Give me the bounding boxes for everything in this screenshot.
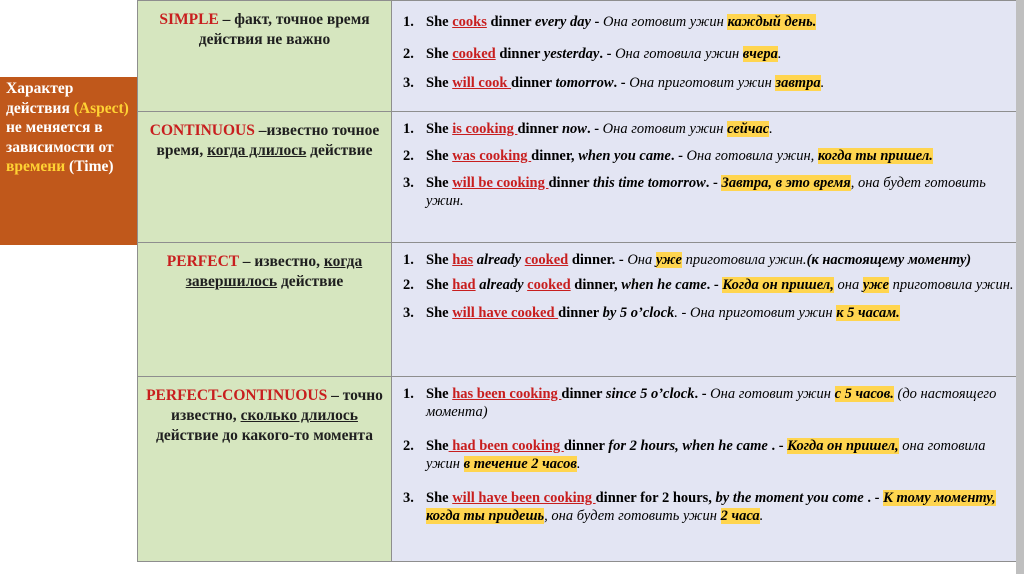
example-number: 3.	[403, 490, 414, 506]
time-marker: уже	[862, 277, 889, 293]
example-item	[392, 276, 1023, 294]
example-text: (до настоящего момента)	[426, 386, 997, 420]
example-text: . -	[599, 46, 616, 62]
aspect-line-3: не меняется в зависимости от	[6, 119, 114, 156]
example-text: dinner	[561, 386, 606, 402]
example-list	[392, 251, 1023, 322]
slide-edge	[1016, 0, 1024, 574]
examples-cell	[392, 377, 1024, 562]
example-text: She	[426, 175, 453, 191]
example-text: dinner	[548, 175, 593, 191]
table-row	[138, 1, 1024, 112]
example-text: Она готовила ужин,	[686, 148, 818, 164]
time-marker: Когда он пришел,	[722, 277, 834, 293]
category-desc: – точно известно,	[171, 387, 383, 424]
verb-form: has been cooking	[452, 386, 562, 402]
aspect-table	[137, 0, 1024, 562]
aspect-line-4: (Time)	[69, 158, 114, 175]
verb-form: cooked	[524, 252, 569, 268]
example-text: (к настоящему моменту)	[806, 252, 972, 268]
example-item	[392, 489, 1023, 525]
example-text: She	[426, 277, 453, 293]
example-text: dinner. -	[568, 252, 628, 268]
aspect-time-word: времени	[6, 158, 66, 175]
example-text: Она готовит ужин	[602, 121, 728, 137]
example-number: 1.	[403, 14, 414, 30]
example-text: She	[426, 75, 453, 91]
example-text: dinner	[517, 121, 562, 137]
example-item	[392, 437, 1023, 473]
time-marker: сейчас	[727, 121, 770, 137]
example-text: yesterday	[543, 46, 600, 62]
example-number: 2.	[403, 148, 414, 164]
example-text: for 2 hours, when he came	[608, 438, 768, 454]
example-item	[392, 147, 1023, 165]
example-text: Она готовит ужин	[710, 386, 835, 402]
verb-form: will be cooking	[452, 175, 549, 191]
example-text: when he came	[621, 277, 707, 293]
verb-form: cooked	[452, 46, 496, 62]
example-text: dinner	[511, 75, 556, 91]
verb-form: cooked	[527, 277, 571, 293]
time-marker: когда ты пришел.	[817, 148, 933, 164]
example-item	[392, 45, 1023, 63]
category-desc-tail: действие до какого-то момента	[156, 427, 373, 444]
verb-form: will cook	[452, 75, 512, 91]
time-marker: к 5 часам.	[836, 305, 900, 321]
time-marker: в течение 2 часов	[463, 456, 577, 472]
example-text: .	[759, 508, 764, 524]
example-number: 3.	[403, 305, 414, 321]
example-text: dinner,	[531, 148, 579, 164]
example-text: dinner for 2 hours,	[595, 490, 716, 506]
example-text: . -	[694, 386, 711, 402]
example-item	[392, 251, 1023, 269]
table-row	[138, 243, 1024, 377]
example-text: dinner	[495, 46, 544, 62]
example-text: this time tomorrow	[592, 175, 706, 191]
example-text: dinner	[563, 438, 609, 454]
example-number: 1.	[403, 386, 414, 402]
example-text: . -	[863, 490, 884, 506]
example-text: , она будет готовить ужин.	[426, 175, 986, 209]
examples-cell	[392, 243, 1024, 377]
category-desc: –известно точное время,	[156, 122, 380, 159]
example-text: by 5 o’clock	[602, 305, 675, 321]
aspect-line-1: Характер действия	[6, 80, 74, 117]
table-row	[138, 377, 1024, 562]
example-item	[392, 304, 1023, 322]
example-item	[392, 120, 1023, 138]
category-cell	[138, 377, 392, 562]
example-number: 2.	[403, 277, 414, 293]
example-text: . -	[613, 75, 630, 91]
time-marker: Когда он пришел,	[787, 438, 899, 454]
example-list	[392, 120, 1023, 210]
example-text: She	[426, 148, 453, 164]
example-text: Она готовила ужин	[615, 46, 743, 62]
aspect-line-2: (Aspect)	[73, 99, 129, 117]
category-desc-tail: действие	[277, 273, 344, 290]
aspect-label	[0, 77, 137, 245]
example-text: dinner,	[570, 277, 622, 293]
example-list	[392, 385, 1023, 525]
example-number: 1.	[403, 252, 414, 268]
time-marker: 2 часа	[720, 508, 760, 524]
verb-form: is cooking	[452, 121, 518, 137]
verb-form: had	[452, 277, 476, 293]
time-marker: с 5 часов.	[834, 386, 894, 402]
category-name: SIMPLE	[159, 11, 219, 28]
example-item	[392, 174, 1023, 210]
verb-form: cooks	[452, 14, 487, 30]
examples-cell	[392, 1, 1024, 112]
example-text: She	[426, 14, 453, 30]
example-item	[392, 385, 1023, 421]
example-text: every day	[534, 14, 591, 30]
example-text: now	[561, 121, 587, 137]
example-list	[392, 13, 1023, 92]
example-number: 1.	[403, 121, 414, 137]
category-desc-underlined: когда завершилось	[185, 253, 363, 290]
time-marker: Завтра, в это время	[721, 175, 851, 191]
example-text: . -	[767, 438, 788, 454]
category-cell	[138, 112, 392, 243]
example-text: already	[475, 277, 528, 293]
category-name: PERFECT	[166, 253, 239, 270]
verb-form: was cooking	[452, 148, 532, 164]
time-marker: вчера	[742, 46, 778, 62]
verb-form: will have been cooking	[452, 490, 596, 506]
time-marker: К тому моменту, когда ты придешь	[426, 490, 996, 524]
example-text: .	[769, 121, 773, 137]
category-name: PERFECT-CONTINUOUS	[146, 387, 328, 404]
example-text: already	[473, 252, 525, 268]
examples-cell	[392, 112, 1024, 243]
example-text: Она готовит ужин	[603, 14, 728, 30]
example-item	[392, 13, 1023, 31]
example-text: -	[590, 14, 603, 30]
example-number: 3.	[403, 175, 414, 191]
category-cell	[138, 243, 392, 377]
example-text: .	[777, 46, 782, 62]
example-text: She	[426, 46, 453, 62]
example-text: She	[426, 252, 453, 268]
example-text: . -	[705, 175, 722, 191]
example-text: dinner	[486, 14, 535, 30]
example-text: She	[426, 121, 453, 137]
example-text: Она	[627, 252, 656, 268]
time-marker: завтра	[775, 75, 821, 91]
example-text: .	[576, 456, 581, 472]
example-text: dinner	[558, 305, 603, 321]
example-text: by the moment you come	[715, 490, 864, 506]
example-text: since 5 o’clock	[605, 386, 695, 402]
category-desc-underlined: сколько длилось	[240, 407, 358, 424]
verb-form: had been cooking	[448, 438, 564, 454]
example-text: She	[426, 438, 449, 454]
example-text: She	[426, 305, 453, 321]
category-cell	[138, 1, 392, 112]
example-text: tomorrow	[555, 75, 614, 91]
example-text: . -	[586, 121, 603, 137]
example-text: она	[833, 277, 863, 293]
example-number: 3.	[403, 75, 414, 91]
example-text: приготовила ужин.	[682, 252, 807, 268]
example-text: , она будет готовить ужин	[544, 508, 721, 524]
verb-form: will have cooked	[452, 305, 559, 321]
category-desc: – факт, точное время действия не важно	[198, 11, 370, 48]
example-text: She	[426, 490, 453, 506]
example-text: Она приготовит ужин	[629, 75, 776, 91]
example-number: 2.	[403, 438, 414, 454]
category-desc-tail: действие	[306, 142, 373, 159]
example-text: . -	[706, 277, 723, 293]
category-desc-underlined: когда длилось	[207, 142, 307, 159]
time-marker: каждый день.	[727, 14, 817, 30]
table-row	[138, 112, 1024, 243]
example-text: она готовила ужин	[426, 438, 986, 472]
example-item	[392, 74, 1023, 92]
example-number: 2.	[403, 46, 414, 62]
category-desc: – известно,	[238, 253, 324, 270]
category-name: CONTINUOUS	[149, 122, 255, 139]
example-text: . -	[670, 148, 687, 164]
example-text: .	[820, 75, 825, 91]
example-text: when you came	[578, 148, 671, 164]
time-marker: уже	[655, 252, 682, 268]
verb-form: has	[452, 252, 474, 268]
example-text: . - Она приготовит ужин	[674, 305, 837, 321]
example-text: приготовила ужин.	[888, 277, 1014, 293]
example-text: She	[426, 386, 453, 402]
